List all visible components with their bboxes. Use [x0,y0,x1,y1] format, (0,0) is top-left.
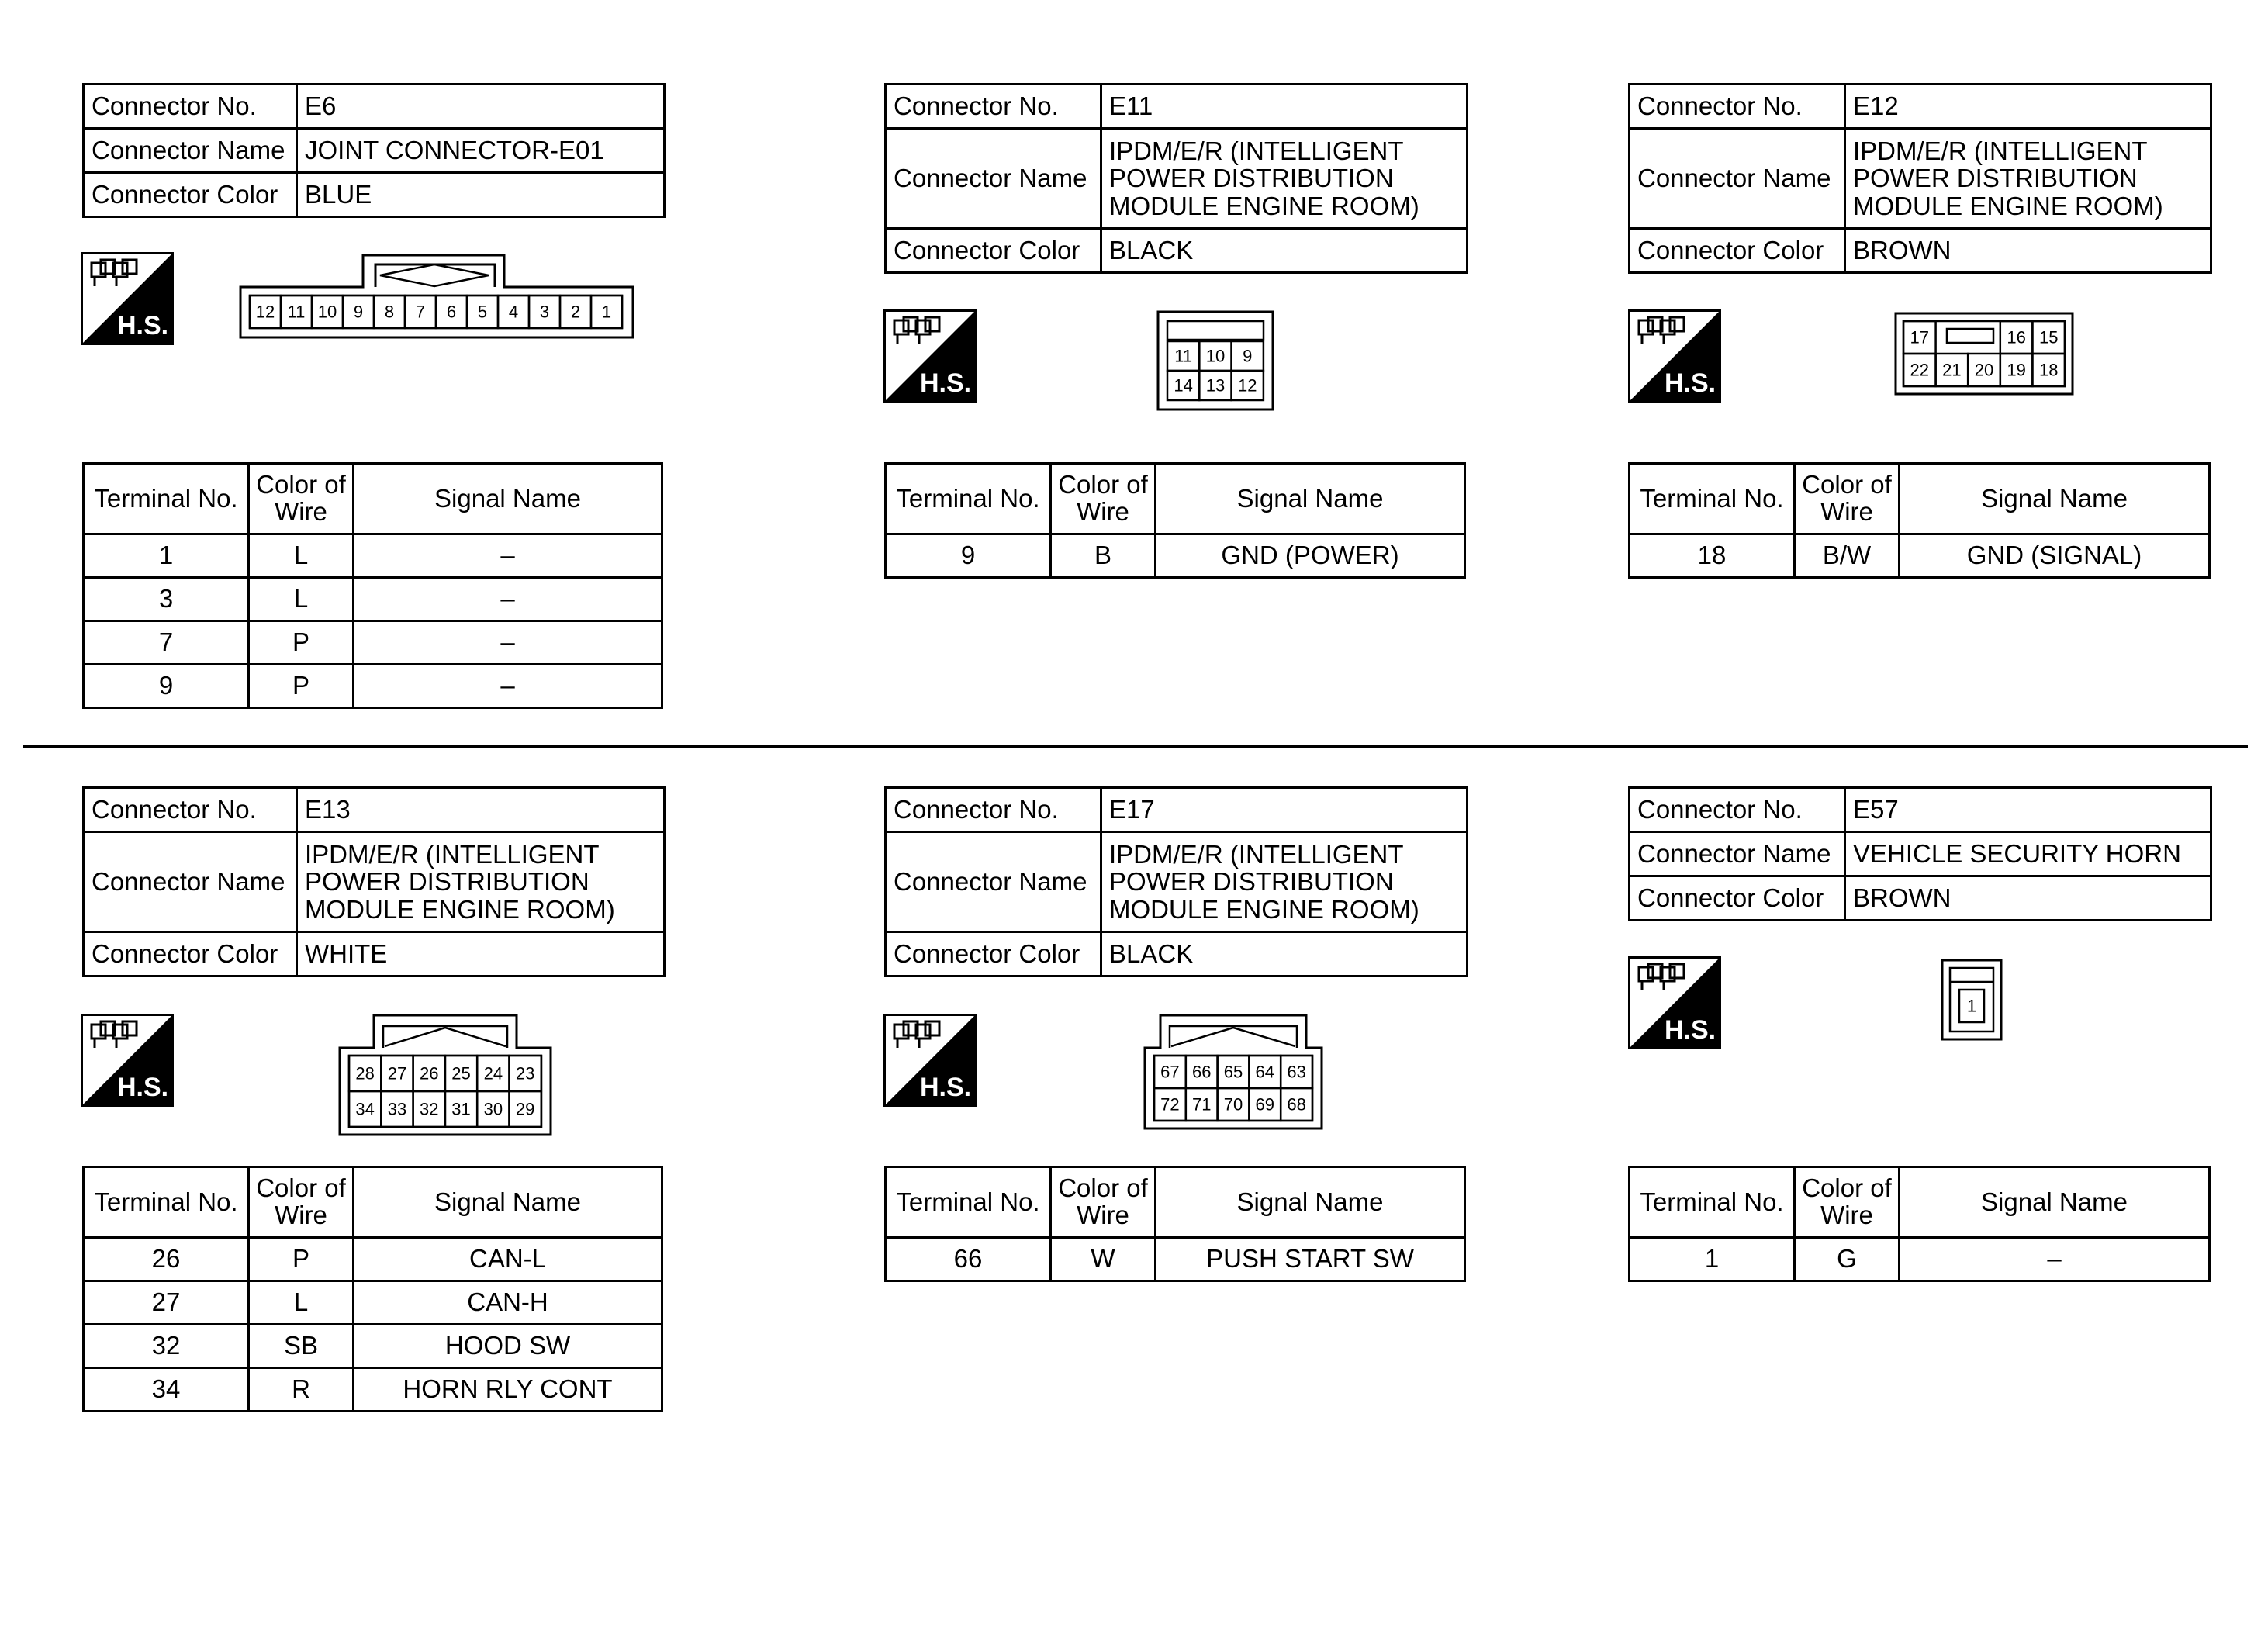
cavity-number: 63 [1287,1062,1306,1082]
connector-color-label: Connector Color [84,932,297,976]
connector-e13-info-table [82,786,666,977]
cavity-number: 15 [2038,327,2059,347]
cavity-number: 12 [255,302,275,322]
table-row [886,534,1465,578]
table-row [84,1238,662,1281]
cavity-number: 18 [2038,360,2059,380]
signal-name-cell: CAN-L [354,1238,662,1281]
table-row [84,621,662,665]
connector-e6-face-diagram [239,252,634,339]
wire-color-cell: W [1051,1238,1156,1281]
harness-side-icon [81,252,174,345]
signal-name-cell: GND (POWER) [1156,534,1465,578]
harness-side-icon [883,309,977,403]
table-row [886,1238,1465,1281]
connector-name-value [297,832,665,932]
cavity-number: 10 [1205,346,1226,366]
cavity-number: 28 [355,1063,375,1083]
connector-e57-face-diagram [1941,959,2003,1041]
wire-color-cell: L [249,1281,354,1325]
cavity-number: 71 [1191,1094,1212,1115]
connector-no-value: E17 [1101,788,1468,832]
connector-name-label: Connector Name [1630,129,1845,229]
connector-name-label: Connector Name [84,832,297,932]
signal-name-header: Signal Name [1156,464,1465,534]
cavity-number: 26 [420,1063,439,1083]
name-line: MODULE ENGINE ROOM) [1109,894,1419,924]
table-row [84,1325,662,1368]
wire-color-cell: B/W [1795,534,1900,578]
signal-name-cell: GND (SIGNAL) [1900,534,2210,578]
signal-name-header: Signal Name [354,1167,662,1238]
wire-color-cell: SB [249,1325,354,1368]
connector-no-label: Connector No. [1630,788,1845,832]
cavity-number: 19 [2007,360,2026,380]
name-line: IPDM/E/R (INTELLIGENT [1853,136,2148,165]
table-row [84,578,662,621]
hs-badge-text: H.S. [1664,1015,1716,1045]
connector-name-value [1101,832,1468,932]
table-row [1630,1238,2210,1281]
cavity-number: 16 [2007,327,2026,347]
name-line: IPDM/E/R (INTELLIGENT [305,839,600,869]
connector-e11-terminal-table [884,462,1466,579]
connector-no-label: Connector No. [84,85,297,129]
name-line: MODULE ENGINE ROOM) [305,894,615,924]
section-divider [23,745,2248,748]
connector-color-value: BLUE [297,173,665,217]
color-of-wire-header: Color of Wire [1051,1167,1156,1238]
name-line: IPDM/E/R (INTELLIGENT [1109,839,1404,869]
cavity-number: 10 [317,302,337,322]
cavity-number: 2 [570,302,581,322]
color-of-wire-header: Color of Wire [1795,1167,1900,1238]
terminal-no-cell: 1 [1630,1238,1795,1281]
cavity-number: 4 [508,302,519,322]
connector-no-label: Connector No. [886,788,1101,832]
connector-e13-face-diagram [338,1014,552,1136]
cavity-number: 66 [1191,1062,1212,1082]
cavity-number: 30 [483,1099,503,1119]
table-row [1630,534,2210,578]
connector-e12-face-diagram [1894,312,2074,396]
signal-name-header: Signal Name [1156,1167,1465,1238]
hs-badge-text: H.S. [919,1073,972,1102]
cavity-number: 21 [1942,360,1962,380]
cavity-number: 32 [420,1099,439,1119]
cavity-number: 34 [355,1099,375,1119]
cavity-number: 13 [1205,375,1226,396]
name-line: MODULE ENGINE ROOM) [1853,191,2163,220]
connector-no-value: E12 [1845,85,2211,129]
hs-badge-text: H.S. [116,1073,169,1102]
cavity-number: 7 [415,302,426,322]
name-line: POWER DISTRIBUTION [1853,164,2138,193]
terminal-no-header: Terminal No. [1630,464,1795,534]
connector-name-value [1101,129,1468,229]
cavity-number: 29 [515,1099,535,1119]
cavity-number: 8 [384,302,395,322]
harness-side-icon [883,1014,977,1107]
harness-side-icon [1628,956,1721,1049]
table-row [84,665,662,708]
connector-no-label: Connector No. [886,85,1101,129]
cavity-number: 17 [1910,327,1930,347]
connector-name-value: JOINT CONNECTOR-E01 [297,129,665,173]
terminal-no-cell: 32 [84,1325,249,1368]
signal-name-cell: – [354,578,662,621]
signal-name-cell: – [354,621,662,665]
wire-color-cell: R [249,1368,354,1412]
connector-e12-terminal-table [1628,462,2211,579]
terminal-no-cell: 1 [84,534,249,578]
connector-color-value: BLACK [1101,932,1468,976]
terminal-no-cell: 27 [84,1281,249,1325]
connector-name-value [1845,129,2211,229]
cavity-number: 31 [451,1099,471,1119]
terminal-no-header: Terminal No. [84,1167,249,1238]
cavity-number: 14 [1174,375,1193,396]
connector-e11-face-diagram [1156,310,1274,411]
connector-no-value: E6 [297,85,665,129]
terminal-no-cell: 66 [886,1238,1051,1281]
terminal-no-header: Terminal No. [886,1167,1051,1238]
terminal-no-header: Terminal No. [886,464,1051,534]
terminal-no-cell: 18 [1630,534,1795,578]
connector-no-label: Connector No. [84,788,297,832]
cavity-number: 9 [1243,346,1253,366]
connector-color-label: Connector Color [886,229,1101,273]
wire-color-cell: L [249,534,354,578]
cavity-number: 20 [1974,360,1994,380]
cavity-number: 23 [515,1063,535,1083]
cavity-number: 64 [1255,1062,1275,1082]
terminal-no-cell: 26 [84,1238,249,1281]
cavity-number: 67 [1160,1062,1180,1082]
connector-color-label: Connector Color [1630,876,1845,921]
terminal-no-cell: 3 [84,578,249,621]
name-line: IPDM/E/R (INTELLIGENT [1109,136,1404,165]
cavity-number: 5 [477,302,488,322]
cavity-number: 68 [1287,1094,1306,1115]
connector-e57-terminal-table [1628,1166,2211,1282]
signal-name-header: Signal Name [354,464,662,534]
cavity-number: 24 [483,1063,503,1083]
connector-e6-terminal-table [82,462,663,709]
connector-e13-terminal-table [82,1166,663,1412]
connector-e12-info-table [1628,83,2212,274]
cavity-number: 65 [1223,1062,1243,1082]
connector-color-label: Connector Color [84,173,297,217]
connector-color-label: Connector Color [886,932,1101,976]
signal-name-cell: – [354,534,662,578]
cavity-number: 70 [1223,1094,1243,1115]
name-line: POWER DISTRIBUTION [1109,867,1394,897]
hs-badge-text: H.S. [116,311,169,340]
name-line: POWER DISTRIBUTION [1109,164,1394,193]
wire-color-cell: G [1795,1238,1900,1281]
connector-e17-info-table [884,786,1468,977]
connector-e17-face-diagram [1143,1014,1323,1130]
cavity-number: 33 [387,1099,407,1119]
connector-color-value: WHITE [297,932,665,976]
connector-color-value: BLACK [1101,229,1468,273]
terminal-no-cell: 9 [886,534,1051,578]
terminal-no-cell: 34 [84,1368,249,1412]
connector-e57-info-table [1628,786,2212,921]
connector-e11-info-table [884,83,1468,274]
wire-color-cell: P [249,665,354,708]
cavity-number: 12 [1238,375,1257,396]
table-row [84,534,662,578]
cavity-number: 11 [287,302,306,322]
cavity-number: 27 [387,1063,407,1083]
signal-name-cell: HORN RLY CONT [354,1368,662,1412]
harness-side-icon [1628,309,1721,403]
color-of-wire-header: Color of Wire [249,1167,354,1238]
cavity-number: 1 [601,302,612,322]
cavity-number: 9 [353,302,364,322]
connector-color-value: BROWN [1845,229,2211,273]
cavity-number: 11 [1174,346,1193,366]
signal-name-header: Signal Name [1900,464,2210,534]
wire-color-cell: P [249,621,354,665]
signal-name-cell: – [354,665,662,708]
cavity-number: 72 [1160,1094,1180,1115]
cavity-number: 1 [1966,996,1977,1016]
wire-color-cell: P [249,1238,354,1281]
connector-no-value: E57 [1845,788,2211,832]
terminal-no-header: Terminal No. [1630,1167,1795,1238]
connector-name-label: Connector Name [886,832,1101,932]
signal-name-header: Signal Name [1900,1167,2210,1238]
cavity-number: 3 [539,302,550,322]
color-of-wire-header: Color of Wire [1795,464,1900,534]
connector-e6-info-table [82,83,666,218]
connector-no-value: E11 [1101,85,1468,129]
hs-badge-text: H.S. [1664,368,1716,398]
connector-name-label: Connector Name [1630,832,1845,876]
hs-badge-text: H.S. [919,368,972,398]
connector-e17-terminal-table [884,1166,1466,1282]
cavity-number: 25 [451,1063,471,1083]
color-of-wire-header: Color of Wire [1051,464,1156,534]
terminal-no-cell: 7 [84,621,249,665]
signal-name-cell: CAN-H [354,1281,662,1325]
connector-no-value: E13 [297,788,665,832]
name-line: POWER DISTRIBUTION [305,867,589,897]
name-line: MODULE ENGINE ROOM) [1109,191,1419,220]
cavity-number: 69 [1255,1094,1275,1115]
connector-name-label: Connector Name [84,129,297,173]
table-row [84,1368,662,1412]
connector-color-label: Connector Color [1630,229,1845,273]
wire-color-cell: B [1051,534,1156,578]
harness-side-icon [81,1014,174,1107]
cavity-number: 22 [1910,360,1930,380]
table-row [84,1281,662,1325]
wire-color-cell: L [249,578,354,621]
signal-name-cell: – [1900,1238,2210,1281]
terminal-no-cell: 9 [84,665,249,708]
connector-name-value: VEHICLE SECURITY HORN [1845,832,2211,876]
color-of-wire-header: Color of Wire [249,464,354,534]
connector-no-label: Connector No. [1630,85,1845,129]
signal-name-cell: PUSH START SW [1156,1238,1465,1281]
cavity-number: 6 [446,302,457,322]
connector-color-value: BROWN [1845,876,2211,921]
terminal-no-header: Terminal No. [84,464,249,534]
connector-name-label: Connector Name [886,129,1101,229]
signal-name-cell: HOOD SW [354,1325,662,1368]
